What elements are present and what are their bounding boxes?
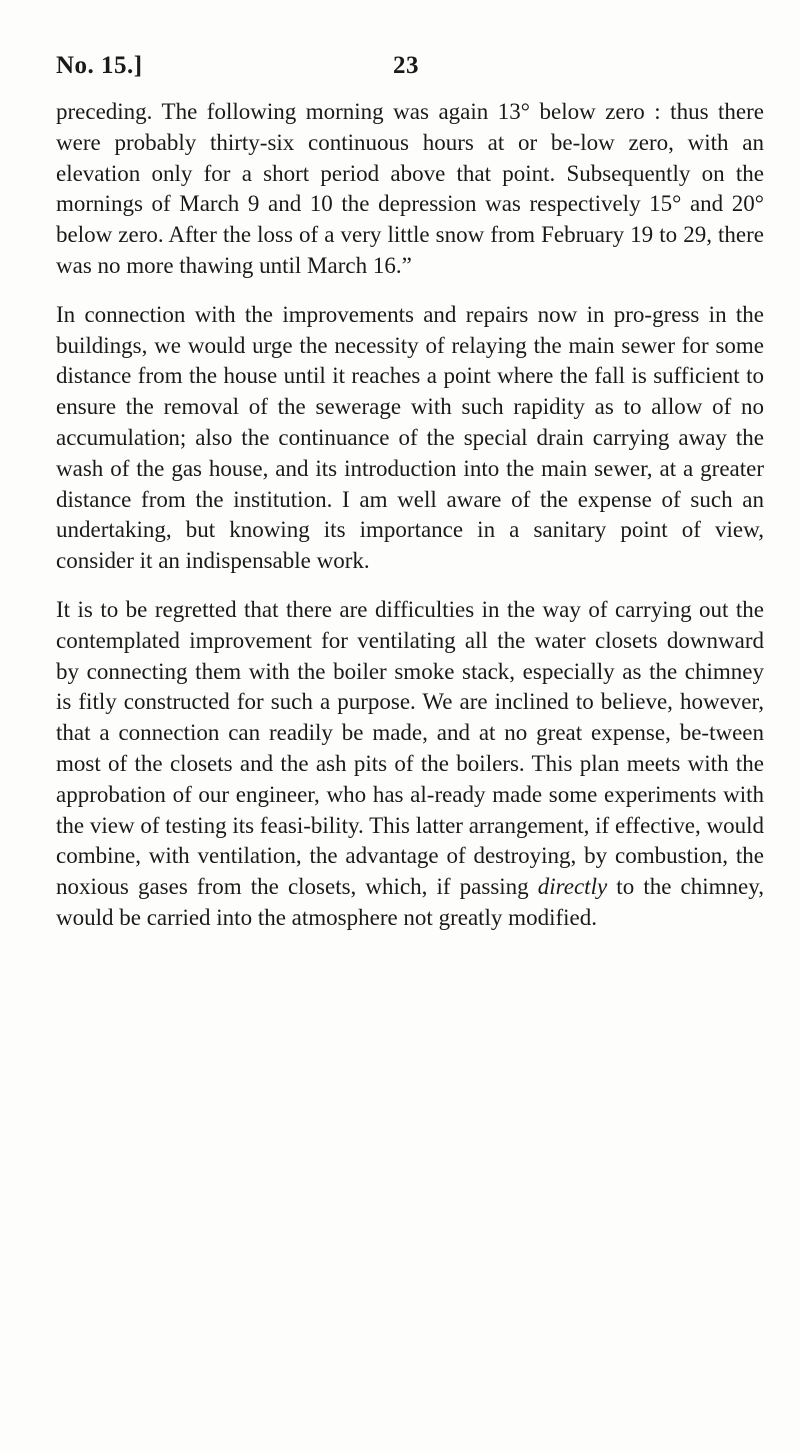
page-number: 23 (393, 52, 419, 79)
running-header (56, 52, 756, 92)
paragraph-3-text-b: to the chimney, would be carried into the atmosphere not greatly modified. (56, 874, 764, 930)
paragraph-3-text-a: It is to be regretted that there are difficulties in the way of carrying out the contemplated improvement for ventilating all the water closets downward by connecting them with the boiler smoke stack, especially as the chimney is fitly constructed for such a purpose. We are inclined to believe, however, that a connection can readily be made, and at no great expense, be-tween most of the closets and the ash pits of the boilers. This plan meets with the approbation of our engineer, who has al-ready made some experiments with the view of testing its feasi-bility. This latter arrangement, if effective, would combine, with ventilation, the advantage of destroying, by combustion, the noxious gases from the closets, which, if passing (56, 596, 764, 900)
paragraph-3-italic: directly (537, 874, 608, 900)
body-text (56, 97, 764, 952)
paragraph-3 (56, 595, 764, 934)
paragraph-2: In connection with the improvements and repairs now in pro-gress in the buildings, we would urge the necessity of relaying the main sewer for some distance from the house until it reaches a point where the fall is sufficient to ensure the removal of the sewerage with such rapidity as to allow of no accumulation; also the continuance of the special drain carrying away the wash of the gas house, and its introduction into the main sewer, at a greater distance from the institution. I am well aware of the expense of such an undertaking, but knowing its importance in a sanitary point of view, consider it an indispensable work. (56, 301, 764, 574)
issue-number: No. 15.] (56, 52, 143, 79)
paragraph-1: preceding. The following morning was again 13° below zero : thus there were probably thirty-six continuous hours at or be-low zero, with an elevation only for a short period above that point. Subsequently on the mornings of March 9 and 10 the depression was respectively 15° and 20° below zero. After the loss of a very little snow from February 19 to 29, there was no more thawing until March 16.” (56, 99, 764, 278)
